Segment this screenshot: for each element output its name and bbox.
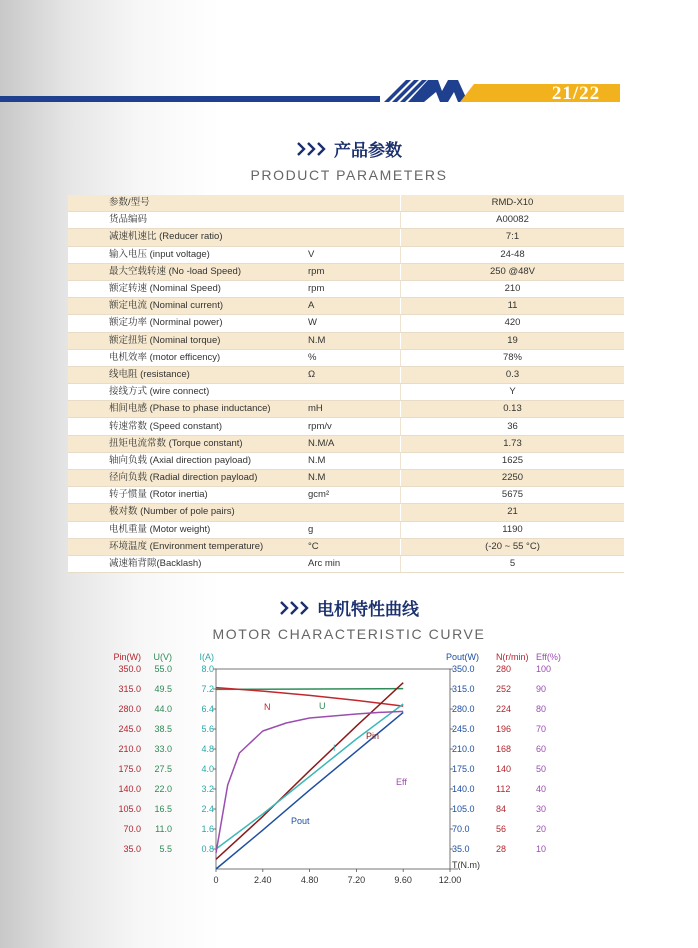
param-value-cell: 5675 xyxy=(401,487,625,504)
param-value-cell: 78% xyxy=(401,349,625,366)
param-unit-cell: g xyxy=(308,521,401,538)
left-tick-label: 315.0 xyxy=(118,684,141,694)
table-row xyxy=(68,487,624,504)
x-tick-label: 7.20 xyxy=(347,875,366,885)
right-tick-label: 28 xyxy=(496,844,507,854)
param-value-cell: (-20 ~ 55 °C) xyxy=(401,538,625,555)
param-value-cell: 420 xyxy=(401,315,625,332)
right-tick-label: 40 xyxy=(536,784,547,794)
param-unit-cell: mH xyxy=(308,401,401,418)
table-row xyxy=(68,212,624,229)
left-tick-label: 16.5 xyxy=(154,804,172,814)
left-tick-label: 38.5 xyxy=(154,724,172,734)
param-unit-cell: N.M xyxy=(308,452,401,469)
param-value-cell: Y xyxy=(401,384,625,401)
left-tick-label: 55.0 xyxy=(154,664,172,674)
table-row xyxy=(68,470,624,487)
series-label-n: N xyxy=(264,702,271,712)
params-section-title xyxy=(0,136,698,183)
series-label-i: I xyxy=(333,743,336,753)
series-label-pout: Pout xyxy=(291,816,310,826)
param-value-cell: 36 xyxy=(401,418,625,435)
param-name-cell: 电机效率 (motor efficency) xyxy=(68,349,308,366)
left-tick-label: 11.0 xyxy=(155,824,172,834)
param-name-cell: 电机重量 (Motor weight) xyxy=(68,521,308,538)
param-value-cell: 21 xyxy=(401,504,625,521)
param-unit-cell: rpm xyxy=(308,263,401,280)
table-row xyxy=(68,332,624,349)
left-tick-label: 4.8 xyxy=(201,744,214,754)
table-row xyxy=(68,263,624,280)
right-tick-label: 252 xyxy=(496,684,512,694)
left-tick-label: 49.5 xyxy=(154,684,172,694)
right-tick-label: 112 xyxy=(496,784,511,794)
param-unit-cell: W xyxy=(308,315,401,332)
table-row xyxy=(68,401,624,418)
right-tick-label: 175.0 xyxy=(452,764,475,774)
table-row xyxy=(68,229,624,246)
right-tick-label: 315.0 xyxy=(452,684,475,694)
triple-chevron-icon xyxy=(296,142,328,156)
right-tick-label: 100 xyxy=(536,664,552,674)
right-tick-label: 105.0 xyxy=(452,804,475,814)
table-row xyxy=(68,195,624,212)
page-number: 21/22 xyxy=(551,83,601,104)
param-unit-cell: N.M/A xyxy=(308,435,401,452)
param-name-cell: 转子惯量 (Rotor inertia) xyxy=(68,487,308,504)
param-value-cell: 0.3 xyxy=(401,366,625,383)
left-axis-label: Pin(W) xyxy=(113,652,141,662)
left-tick-label: 27.5 xyxy=(154,764,172,774)
right-tick-label: 90 xyxy=(536,684,547,694)
right-axis-label: Eff(%) xyxy=(536,652,561,662)
param-unit-cell: Ω xyxy=(308,366,401,383)
right-axis-label: N(r/min) xyxy=(496,652,529,662)
left-tick-label: 6.4 xyxy=(201,704,214,714)
curve-section-title xyxy=(0,595,698,642)
right-tick-label: 245.0 xyxy=(452,724,475,734)
series-label-eff: Eff xyxy=(396,777,407,787)
param-value-cell: 5 xyxy=(401,555,625,572)
left-tick-label: 8.0 xyxy=(201,664,214,674)
param-name-cell: 货品编码 xyxy=(68,212,308,229)
right-tick-label: 350.0 xyxy=(452,664,475,674)
table-row xyxy=(68,366,624,383)
param-value-cell: 0.13 xyxy=(401,401,625,418)
param-unit-cell: °C xyxy=(308,538,401,555)
x-tick-label: 12.00 xyxy=(438,875,462,885)
x-axis-label: T(N.m) xyxy=(452,860,480,870)
table-row xyxy=(68,280,624,297)
table-row xyxy=(68,452,624,469)
param-unit-cell: V xyxy=(308,246,401,263)
param-unit-cell xyxy=(308,504,401,521)
left-tick-label: 4.0 xyxy=(201,764,214,774)
right-tick-label: 70 xyxy=(536,724,547,734)
param-name-cell: 相间电感 (Phase to phase inductance) xyxy=(68,401,308,418)
table-row xyxy=(68,298,624,315)
right-tick-label: 50 xyxy=(536,764,547,774)
curve-title-en: MOTOR CHARACTERISTIC CURVE xyxy=(212,626,486,642)
series-line-pin xyxy=(216,683,403,860)
right-tick-label: 70.0 xyxy=(452,824,470,834)
param-name-cell: 接线方式 (wire connect) xyxy=(68,384,308,401)
param-unit-cell xyxy=(308,229,401,246)
right-tick-label: 168 xyxy=(496,744,512,754)
right-tick-label: 30 xyxy=(536,804,547,814)
series-label-pin: Pin xyxy=(366,731,380,741)
param-name-cell: 输入电压 (input voltage) xyxy=(68,246,308,263)
param-name-cell: 轴向负载 (Axial direction payload) xyxy=(68,452,308,469)
param-unit-cell xyxy=(308,384,401,401)
left-tick-label: 140.0 xyxy=(118,784,141,794)
right-tick-label: 210.0 xyxy=(452,744,475,754)
param-value-cell: RMD-X10 xyxy=(401,195,625,212)
left-tick-label: 350.0 xyxy=(118,664,141,674)
param-name-cell: 转速常数 (Speed constant) xyxy=(68,418,308,435)
param-unit-cell xyxy=(308,212,401,229)
param-value-cell: 1625 xyxy=(401,452,625,469)
param-unit-cell: rpm/v xyxy=(308,418,401,435)
left-tick-label: 33.0 xyxy=(154,744,172,754)
param-unit-cell: rpm xyxy=(308,280,401,297)
param-unit-cell: N.M xyxy=(308,470,401,487)
curve-title-cn: 电机特性曲线 xyxy=(317,600,419,619)
param-value-cell: 2250 xyxy=(401,470,625,487)
left-tick-label: 0.8 xyxy=(201,844,214,854)
left-axis-label: I(A) xyxy=(199,652,214,662)
param-unit-cell: A xyxy=(308,298,401,315)
left-tick-label: 44.0 xyxy=(154,704,172,714)
right-tick-label: 35.0 xyxy=(452,844,470,854)
param-value-cell: 24-48 xyxy=(401,246,625,263)
param-value-cell: 250 @48V xyxy=(401,263,625,280)
param-value-cell: 210 xyxy=(401,280,625,297)
right-tick-label: 10 xyxy=(536,844,547,854)
table-row xyxy=(68,555,624,572)
series-line-n xyxy=(216,688,403,707)
right-tick-label: 196 xyxy=(496,724,512,734)
triple-chevron-icon xyxy=(279,601,311,615)
left-tick-label: 22.0 xyxy=(154,784,172,794)
table-row xyxy=(68,315,624,332)
left-tick-label: 5.6 xyxy=(201,724,214,734)
param-name-cell: 扭矩电流常数 (Torque constant) xyxy=(68,435,308,452)
param-value-cell: 19 xyxy=(401,332,625,349)
param-name-cell: 减速箱背隙(Backlash) xyxy=(68,555,308,572)
right-tick-label: 84 xyxy=(496,804,507,814)
right-tick-label: 60 xyxy=(536,744,547,754)
x-tick-label: 4.80 xyxy=(300,875,319,885)
x-tick-label: 2.40 xyxy=(254,875,272,885)
param-unit-cell: % xyxy=(308,349,401,366)
param-value-cell: 11 xyxy=(401,298,625,315)
param-name-cell: 额定扭矩 (Nominal torque) xyxy=(68,332,308,349)
left-tick-label: 70.0 xyxy=(123,824,141,834)
param-value-cell: 7:1 xyxy=(401,229,625,246)
param-value-cell: 1.73 xyxy=(401,435,625,452)
left-tick-label: 35.0 xyxy=(123,844,141,854)
params-title-en: PRODUCT PARAMETERS xyxy=(250,167,448,183)
x-tick-label: 9.60 xyxy=(394,875,412,885)
left-tick-label: 7.2 xyxy=(201,684,214,694)
table-row xyxy=(68,538,624,555)
param-unit-cell: Arc min xyxy=(308,555,401,572)
left-tick-label: 3.2 xyxy=(201,784,214,794)
param-name-cell: 径向负载 (Radial direction payload) xyxy=(68,470,308,487)
param-name-cell: 额定转速 (Nominal Speed) xyxy=(68,280,308,297)
param-name-cell: 最大空载转速 (No -load Speed) xyxy=(68,263,308,280)
param-unit-cell: gcm² xyxy=(308,487,401,504)
left-tick-label: 210.0 xyxy=(118,744,141,754)
param-name-cell: 线电阻 (resistance) xyxy=(68,366,308,383)
param-unit-cell xyxy=(308,195,401,212)
right-tick-label: 20 xyxy=(536,824,547,834)
table-row xyxy=(68,418,624,435)
parameters-table xyxy=(68,195,624,573)
params-title-cn: 产品参数 xyxy=(334,141,402,160)
right-tick-label: 224 xyxy=(496,704,512,714)
left-tick-label: 280.0 xyxy=(118,704,141,714)
table-row xyxy=(68,435,624,452)
series-label-u: U xyxy=(319,701,326,711)
param-name-cell: 参数/型号 xyxy=(68,195,308,212)
right-tick-label: 280.0 xyxy=(452,704,475,714)
series-line-i xyxy=(216,704,403,849)
table-row xyxy=(68,521,624,538)
table-row xyxy=(68,349,624,366)
table-row xyxy=(68,246,624,263)
left-tick-label: 175.0 xyxy=(118,764,141,774)
right-axis-label: Pout(W) xyxy=(446,652,480,662)
right-tick-label: 140 xyxy=(496,764,512,774)
table-row xyxy=(68,504,624,521)
right-tick-label: 80 xyxy=(536,704,547,714)
left-tick-label: 245.0 xyxy=(118,724,141,734)
left-axis-label: U(V) xyxy=(153,652,172,662)
motor-characteristic-chart xyxy=(0,640,698,895)
right-tick-label: 140.0 xyxy=(452,784,475,794)
x-tick-label: 0 xyxy=(213,875,219,885)
left-tick-label: 1.6 xyxy=(201,824,214,834)
param-name-cell: 额定电流 (Nominal current) xyxy=(68,298,308,315)
param-unit-cell: N.M xyxy=(308,332,401,349)
right-tick-label: 280 xyxy=(496,664,512,674)
table-row xyxy=(68,384,624,401)
header-band xyxy=(0,96,380,102)
left-tick-label: 2.4 xyxy=(201,804,214,814)
left-tick-label: 5.5 xyxy=(159,844,172,854)
left-tick-label: 105.0 xyxy=(118,804,141,814)
param-value-cell: 1190 xyxy=(401,521,625,538)
param-name-cell: 减速机速比 (Reducer ratio) xyxy=(68,229,308,246)
param-name-cell: 极对数 (Number of pole pairs) xyxy=(68,504,308,521)
right-tick-label: 56 xyxy=(496,824,507,834)
param-value-cell: A00082 xyxy=(401,212,625,229)
param-name-cell: 环境温度 (Environment temperature) xyxy=(68,538,308,555)
param-name-cell: 额定功率 (Norminal power) xyxy=(68,315,308,332)
